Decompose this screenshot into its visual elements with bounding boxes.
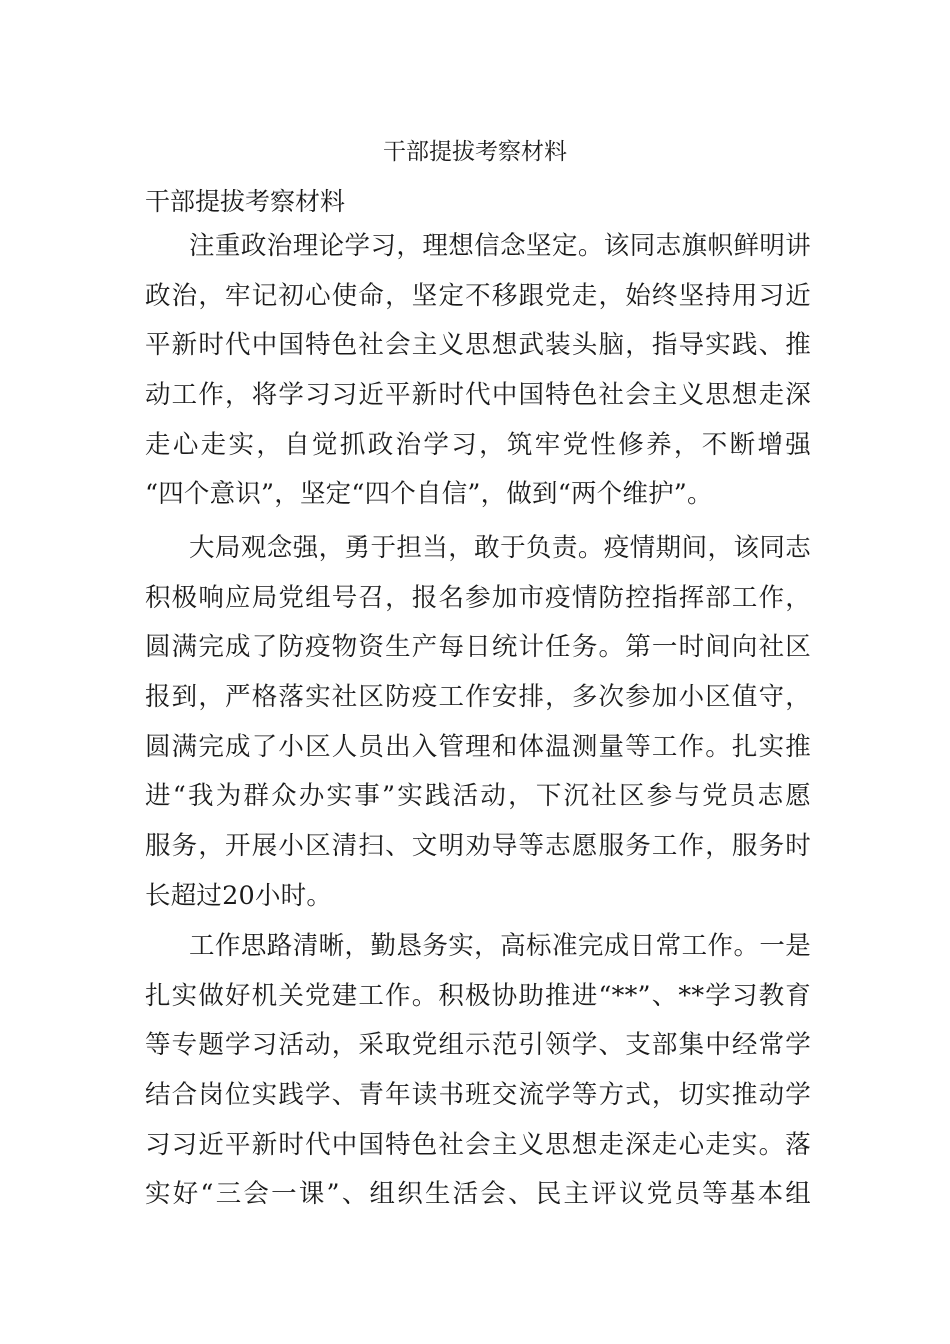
paragraph-line: 实好“三会一课”、组织生活会、民主评议党员等基本组 [145, 1179, 811, 1210]
paragraph-line: 圆满完成了防疫物资生产每日统计任务。第一时间向社区 [145, 632, 811, 663]
paragraph-line: 服务，开展小区清扫、文明劝导等志愿服务工作，服务时 [145, 831, 811, 862]
paragraph-line: 动工作，将学习习近平新时代中国特色社会主义思想走深 [145, 380, 811, 411]
paragraph-line: 平新时代中国特色社会主义思想武装头脑，指导实践、推 [145, 330, 811, 361]
paragraph-line: 进“我为群众办实事”实践活动，下沉社区参与党员志愿 [145, 781, 811, 812]
paragraph-line: 等专题学习活动，采取党组示范引领学、支部集中经常学 [145, 1030, 811, 1061]
paragraph-line: 注重政治理论学习，理想信念坚定。该同志旗帜鲜明讲 [189, 231, 811, 261]
paragraph-line: 政治，牢记初心使命，坚定不移跟党走，始终坚持用习近 [145, 280, 811, 311]
paragraph-line: 习习近平新时代中国特色社会主义思想走深走心走实。落 [145, 1129, 811, 1160]
paragraph-line: 积极响应局党组号召，报名参加市疫情防控指挥部工作， [145, 582, 811, 613]
paragraph-line: 结合岗位实践学、青年读书班交流学等方式，切实推动学 [145, 1080, 811, 1111]
paragraph-line: 工作思路清晰，勤恳务实，高标准完成日常工作。一是 [189, 931, 811, 961]
paragraph-line: 走心走实，自觉抓政治学习，筑牢党性修养，不断增强 [145, 429, 811, 460]
paragraph-political-study [145, 222, 811, 520]
paragraph-line: 报到，严格落实社区防疫工作安排，多次参加小区值守， [145, 682, 811, 713]
paragraph-line: 圆满完成了小区人员出入管理和体温测量等工作。扎实推 [145, 731, 811, 762]
paragraph-line: 长超过20小时。 [145, 880, 333, 911]
paragraph-line: 大局观念强，勇于担当，敢于负责。疫情期间，该同志 [189, 533, 811, 563]
paragraph-line: “四个意识”，坚定“四个自信”，做到“两个维护”。 [145, 479, 713, 510]
document-title: 干部提拔考察材料 [383, 139, 567, 165]
paragraph-responsibility [145, 524, 811, 922]
document-subtitle: 干部提拔考察材料 [145, 187, 346, 216]
paragraph-work-approach [145, 922, 811, 1220]
paragraph-line: 扎实做好机关党建工作。积极协助推进“**”、**学习教育 [145, 980, 811, 1011]
